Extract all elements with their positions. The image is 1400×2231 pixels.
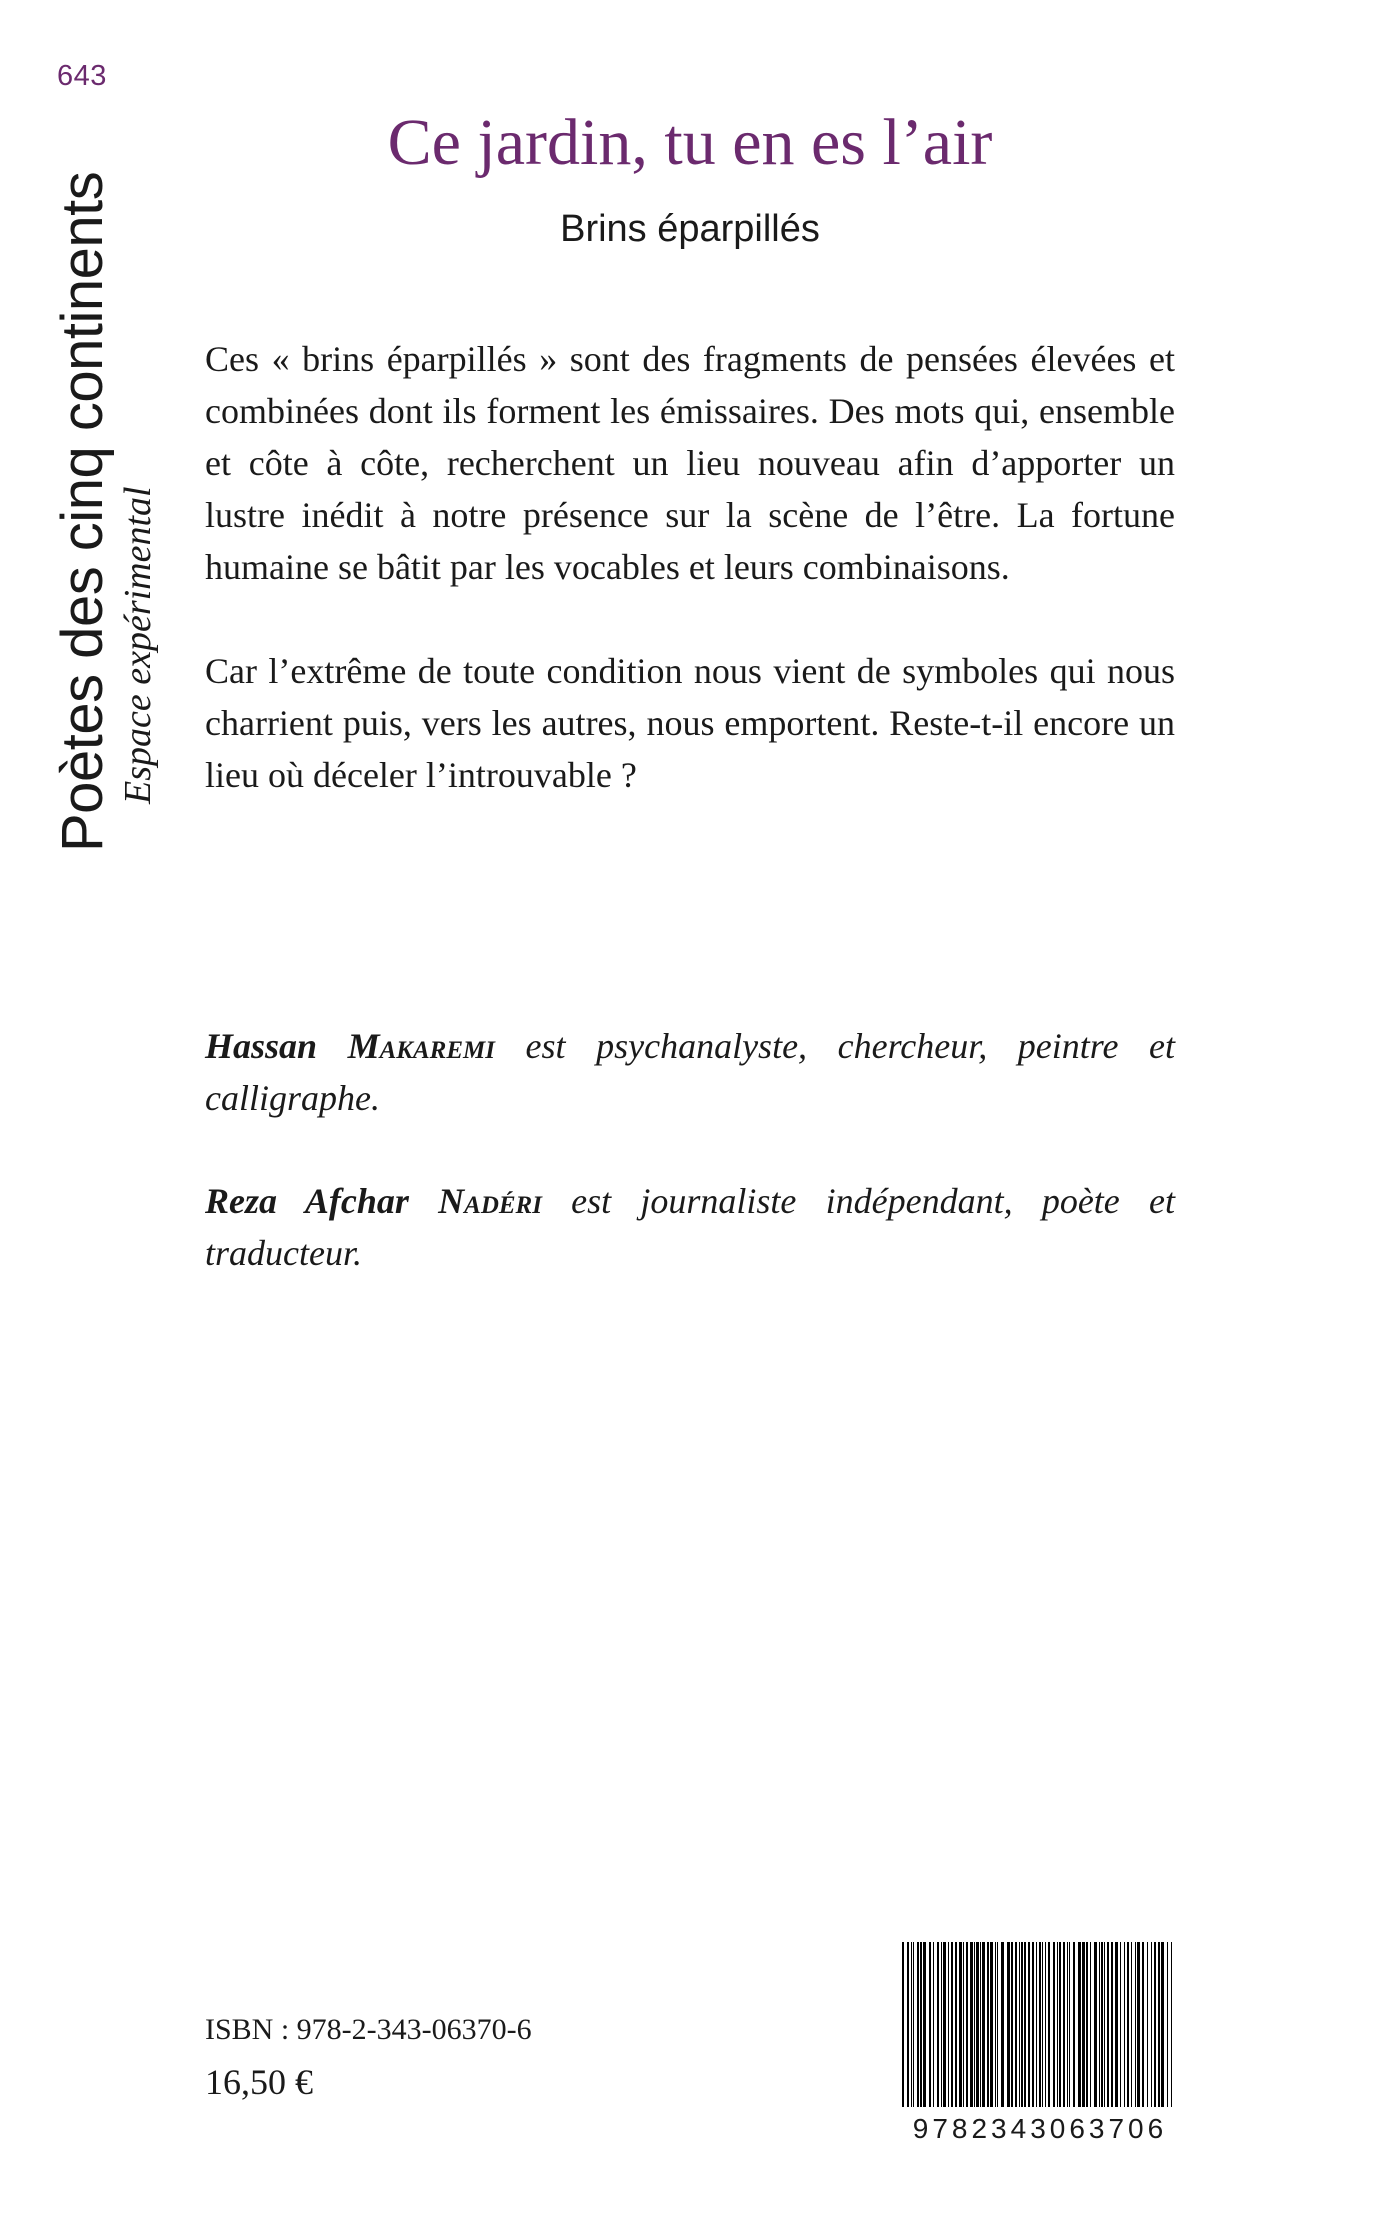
barcode-bar [963,1942,964,2107]
barcode-bar [976,1942,979,2107]
barcode-bar [1151,1942,1152,2107]
author-1-first-name: Hassan [205,1026,318,1066]
barcode-icon [900,1942,1180,2107]
spine-rotated [50,172,160,852]
barcode-bar [1137,1942,1140,2107]
barcode-bar [970,1942,973,2107]
barcode-bar [1086,1942,1088,2107]
author-1-bio-text: est psychanalyste, chercheur, peintre et calligraphe. [205,1026,1175,1118]
barcode-bar [933,1942,934,2107]
barcode-bar [1111,1942,1113,2107]
barcode-bar [1135,1942,1136,2107]
barcode-bar [1039,1942,1041,2107]
barcode-bar [974,1942,975,2107]
barcode-bar [990,1942,993,2107]
barcode-bar [1120,1942,1121,2107]
barcode-bar [1007,1942,1010,2107]
barcode-bar [1078,1942,1081,2107]
author-2-last-name: Nadéri [438,1181,542,1221]
barcode-bar [1104,1942,1105,2107]
barcode-bar [1158,1942,1160,2107]
barcode-bar [913,1942,914,2107]
blurb [205,333,1175,853]
author-bio-2 [205,1175,1175,1279]
barcode [900,1942,1180,2144]
author-2-bio-text: est journaliste indépendant, poète et traducteur. [205,1181,1175,1273]
barcode-bar [920,1942,922,2107]
barcode-bar [1127,1942,1129,2107]
barcode-bar [980,1942,981,2107]
barcode-bar [907,1942,909,2107]
barcode-bar [1090,1942,1091,2107]
barcode-bar [1073,1942,1075,2107]
barcode-bar [955,1942,957,2107]
barcode-bar [1042,1942,1043,2107]
author-bio-1 [205,1020,1175,1124]
barcode-bar [1015,1942,1017,2107]
barcode-bar [997,1942,998,2107]
series-number: 643 [57,60,107,92]
barcode-bar [1171,1942,1172,2107]
isbn: ISBN : 978-2-343-06370-6 [205,2013,532,2046]
barcode-bar [1167,1942,1168,2107]
barcode-bar [1067,1942,1068,2107]
barcode-bar [1028,1942,1030,2107]
barcode-bar [923,1942,926,2107]
barcode-bar [1032,1942,1034,2107]
book-title: Ce jardin, tu en es l’air [387,106,993,179]
barcode-bar [1036,1942,1037,2107]
barcode-bar [902,1942,904,2107]
barcode-bar [1154,1942,1156,2107]
barcode-bar [1045,1942,1046,2107]
barcode-bar [1021,1942,1023,2107]
price: 16,50 € [205,2062,313,2102]
barcode-bar [1124,1942,1125,2107]
barcode-bar [1107,1942,1109,2107]
blurb-paragraph-1: Ces « brins éparpillés » sont des fragments de pensées élevées et combinées dont ils forment les émissaires. Des mots qui, ensemble et côte à côte, recherchent un lieu nouveau afin d’apporter un lustre inédit à notre présence sur la scène de l’être. La fortune humaine se bâtit par les vocables et leurs combinaisons. [205,339,1175,587]
subseries-name: Espace expérimental [117,486,159,804]
barcode-bar [1115,1942,1118,2107]
barcode-bar [941,1942,942,2107]
barcode-bar [929,1942,931,2107]
barcode-bar [1069,1942,1070,2107]
barcode-bar [1053,1942,1055,2107]
barcode-bar [1147,1942,1148,2107]
barcode-bar [1024,1942,1026,2107]
barcode-bar [1101,1942,1103,2107]
series-name: Poètes des cinq continents [50,171,115,852]
barcode-digits: 9782343063706 [912,2113,1168,2144]
barcode-bar [966,1942,968,2107]
barcode-bar [917,1942,919,2107]
barcode-bar [1063,1942,1065,2107]
barcode-bar [995,1942,996,2107]
barcode-bar [1011,1942,1013,2107]
barcode-bar [1094,1942,1097,2107]
barcode-bar [1142,1942,1144,2107]
author-1-last-name: Makaremi [347,1026,495,1066]
barcode-bar [1001,1942,1004,2107]
barcode-bar [959,1942,962,2107]
barcode-bar [1059,1942,1061,2107]
barcode-bar [1019,1942,1020,2107]
blurb-paragraph-2: Car l’extrême de toute condition nous vient de symboles qui nous charrient puis, vers les autres, nous emportent. Reste-t-il encore un lieu où déceler l’introuvable ? [205,651,1175,795]
barcode-bar [1099,1942,1100,2107]
book-subtitle: Brins éparpillés [560,208,820,250]
barcode-bar [1131,1942,1132,2107]
barcode-bar [1057,1942,1058,2107]
barcode-bar [911,1942,912,2107]
barcode-bar [943,1942,946,2107]
barcode-bar [982,1942,985,2107]
barcode-bar [948,1942,949,2107]
barcode-bar [1048,1942,1050,2107]
barcode-bar [937,1942,939,2107]
barcode-bar [987,1942,989,2107]
barcode-bar [1082,1942,1085,2107]
barcode-bar [1161,1942,1164,2107]
barcode-bar [951,1942,953,2107]
author-2-first-name: Reza Afchar [205,1181,409,1221]
